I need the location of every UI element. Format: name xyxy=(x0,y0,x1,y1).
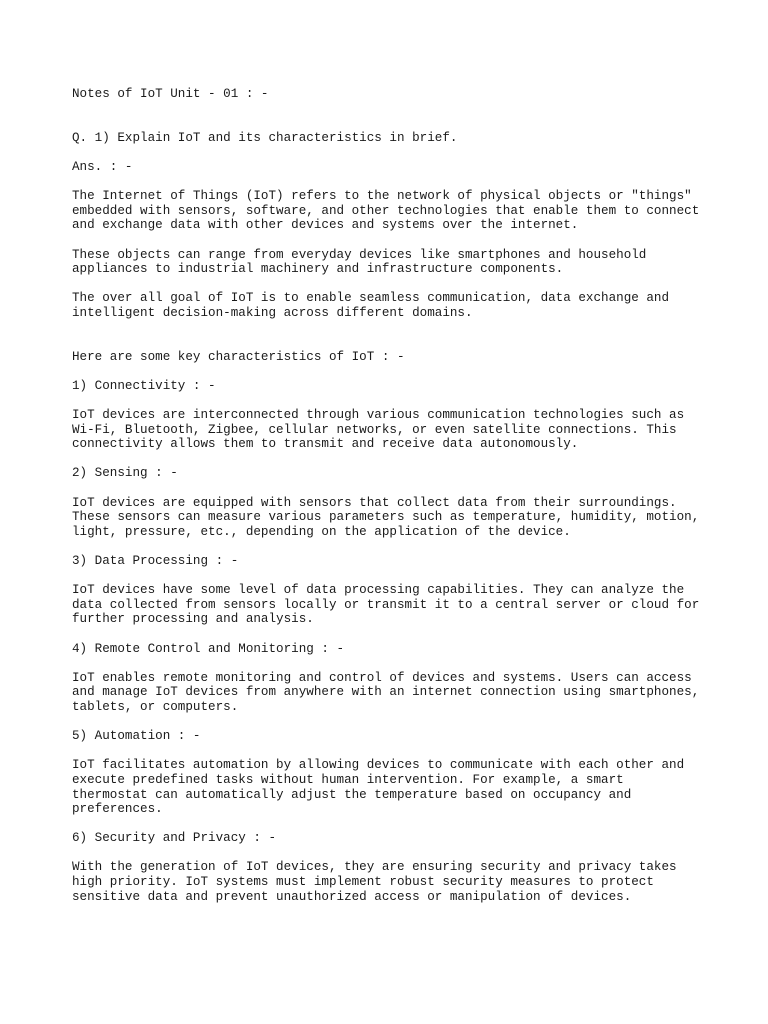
intro-paragraph xyxy=(72,248,712,277)
characteristic-heading: 5) Automation : - xyxy=(72,729,201,744)
intro-paragraph xyxy=(72,291,712,320)
paragraph-line: and manage IoT devices from anywhere with an internet connection using smartphones, xyxy=(72,685,700,700)
characteristic-heading: 4) Remote Control and Monitoring : - xyxy=(72,641,345,656)
characteristic-heading: 3) Data Processing : - xyxy=(72,554,239,568)
paragraph-line: Wi-Fi, Bluetooth, Zigbee, cellular networks, or even satellite connections. This xyxy=(72,422,677,437)
characteristic-section xyxy=(72,554,712,627)
paragraph-line: preferences. xyxy=(72,802,163,817)
question-text: Q. 1) Explain IoT and its characteristics in brief. xyxy=(72,130,458,145)
paragraph-line: These sensors can measure various parameters such as temperature, humidity, motion, xyxy=(72,510,700,525)
paragraph-line: further processing and analysis. xyxy=(72,612,314,627)
paragraph-line: data collected from sensors locally or transmit it to a central server or cloud for xyxy=(72,597,700,612)
paragraph-line: IoT facilitates automation by allowing devices to communicate with each other and xyxy=(72,758,685,773)
paragraph-line: light, pressure, etc., depending on the application of the device. xyxy=(72,524,571,539)
paragraph-line: The Internet of Things (IoT) refers to the network of physical objects or "things" xyxy=(72,189,692,204)
characteristics-heading: Here are some key characteristics of IoT : - xyxy=(72,349,405,364)
characteristic-section xyxy=(72,642,712,715)
paragraph-line: appliances to industrial machinery and infrastructure components. xyxy=(72,262,564,277)
paragraph-line: IoT devices are interconnected through various communication technologies such as xyxy=(72,408,685,423)
paragraph-line: and exchange data with other devices and systems over the internet. xyxy=(72,218,579,233)
characteristic-heading: 2) Sensing : - xyxy=(72,466,178,481)
paragraph-line: thermostat can automatically adjust the temperature based on occupancy and xyxy=(72,787,632,802)
paragraph-line: IoT enables remote monitoring and control of devices and systems. Users can access xyxy=(72,670,692,685)
characteristic-section xyxy=(72,466,712,539)
characteristic-section xyxy=(72,379,712,452)
paragraph-line: IoT devices are equipped with sensors that collect data from their surroundings. xyxy=(72,495,677,510)
document-page xyxy=(72,87,712,904)
characteristic-section xyxy=(72,831,712,904)
characteristic-section xyxy=(72,729,712,817)
answer-label: Ans. : - xyxy=(72,159,133,174)
paragraph-line: IoT devices have some level of data processing capabilities. They can analyze the xyxy=(72,583,685,598)
paragraph-line: tablets, or computers. xyxy=(72,699,239,714)
intro-paragraph xyxy=(72,189,712,233)
document-title: Notes of IoT Unit - 01 : - xyxy=(72,87,269,101)
paragraph-line: embedded with sensors, software, and other technologies that enable them to connect xyxy=(72,203,700,218)
paragraph-line: With the generation of IoT devices, they are ensuring security and privacy takes xyxy=(72,860,677,875)
paragraph-line: connectivity allows them to transmit and receive data autonomously. xyxy=(72,437,579,452)
paragraph-line: high priority. IoT systems must implement robust security measures to protect xyxy=(72,875,654,890)
paragraph-line: intelligent decision-making across different domains. xyxy=(72,305,473,320)
characteristic-heading: 6) Security and Privacy : - xyxy=(72,831,277,846)
characteristic-heading: 1) Connectivity : - xyxy=(72,378,216,393)
paragraph-line: The over all goal of IoT is to enable seamless communication, data exchange and xyxy=(72,291,670,306)
paragraph-line: These objects can range from everyday devices like smartphones and household xyxy=(72,247,647,262)
paragraph-line: sensitive data and prevent unauthorized access or manipulation of devices. xyxy=(72,889,632,904)
paragraph-line: execute predefined tasks without human intervention. For example, a smart xyxy=(72,772,624,787)
